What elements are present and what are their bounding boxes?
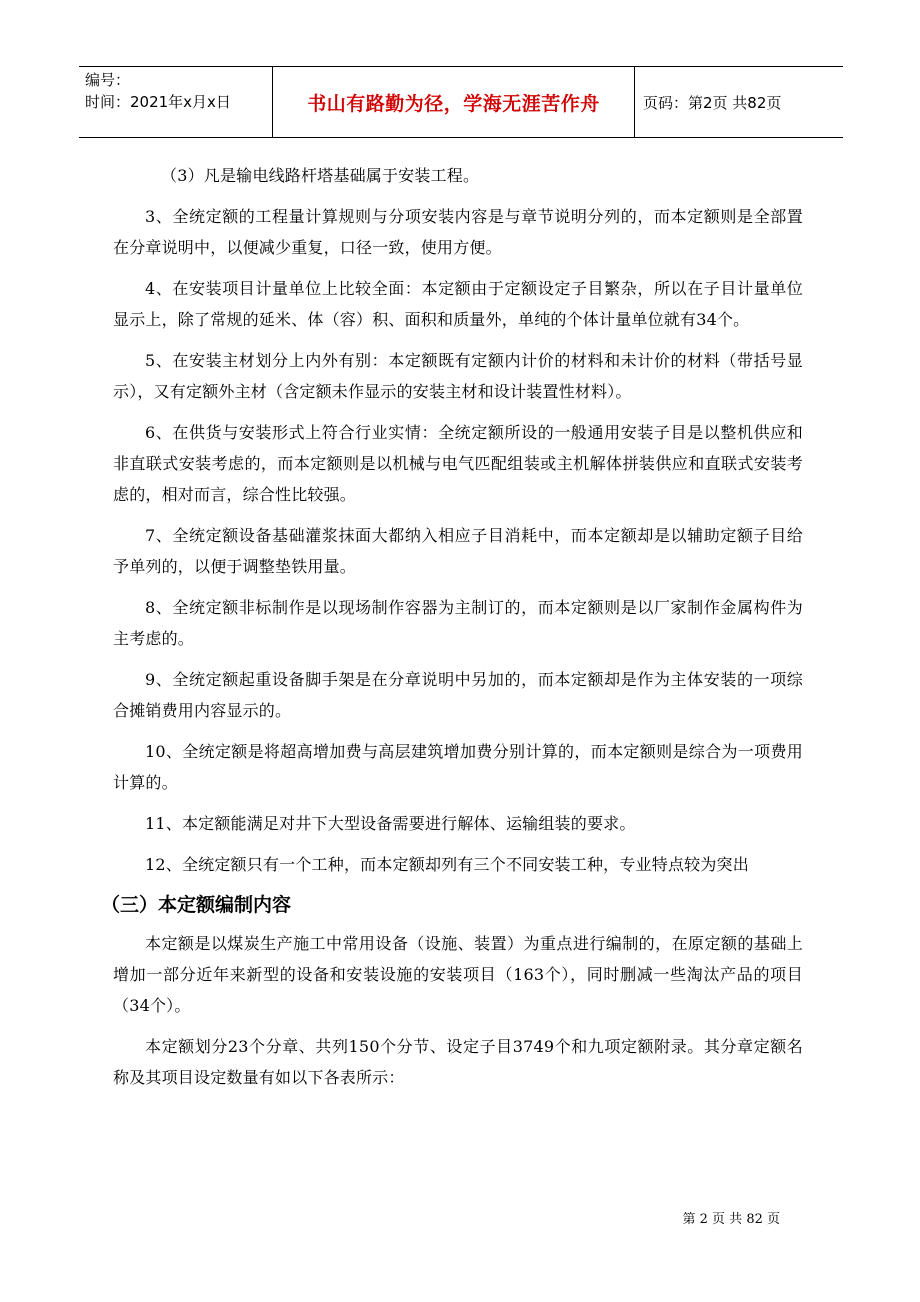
paragraph: 本定额划分23个分章、共列150个分节、设定子目3749个和九项定额附录。其分章定额名称及其项目设定数量有如以下各表所示：	[113, 1037, 803, 1087]
document-time-label: 时间：2021年x月x日	[85, 93, 231, 111]
paragraph: 4、在安装项目计量单位上比较全面：本定额由于定额设定子目繁杂，所以在子目计量单位显示上，除了常规的延米、体（容）积、面积和质量外，单纯的个体计量单位就有34个。	[113, 279, 803, 329]
header-page-cell	[635, 67, 843, 137]
section-heading: （三）本定额编制内容	[101, 894, 292, 916]
page-header	[79, 66, 843, 138]
paragraph: （3）凡是输电线路杆塔基础属于安装工程。	[161, 166, 480, 185]
paragraph: 8、全统定额非标制作是以现场制作容器为主制订的，而本定额则是以厂家制作金属构件为主考虑的。	[113, 598, 803, 648]
paragraph: 3、全统定额的工程量计算规则与分项安装内容是与章节说明分列的，而本定额则是全部置在分章说明中，以便减少重复，口径一致，使用方便。	[113, 207, 803, 257]
header-page-info: 页码：第2页 共82页	[643, 93, 782, 112]
paragraph-list-2	[113, 928, 803, 1093]
page-footer: 第 2 页 共 82 页	[682, 1212, 780, 1227]
paragraph: 10、全统定额是将超高增加费与高层建筑增加费分别计算的，而本定额则是综合为一项费用计算的。	[113, 742, 803, 792]
document-body	[101, 160, 803, 1103]
paragraph: 6、在供货与安装形式上符合行业实情：全统定额所设的一般通用安装子目是以整机供应和非直联式安装考虑的，而本定额则是以机械与电气匹配组装或主机解体拼装供应和直联式安装考虑的，相对而言，综合性比较强。	[113, 423, 803, 504]
document-number-label: 编号：	[85, 71, 131, 89]
header-motto-cell	[273, 67, 635, 137]
paragraph: 本定额是以煤炭生产施工中常用设备（设施、装置）为重点进行编制的，在原定额的基础上增加一部分近年来新型的设备和安装设施的安装项目（163个），同时删减一些淘汰产品的项目（34个）。	[113, 934, 803, 1015]
paragraph: 12、全统定额只有一个工种，而本定额却列有三个不同安装工种，专业特点较为突出	[145, 855, 749, 874]
paragraph: 7、全统定额设备基础灌浆抹面大都纳入相应子目消耗中，而本定额却是以辅助定额子目给予单列的，以便于调整垫铁用量。	[113, 526, 803, 576]
paragraph-list	[113, 160, 803, 880]
paragraph: 9、全统定额起重设备脚手架是在分章说明中另加的，而本定额却是作为主体安装的一项综合摊销费用内容显示的。	[113, 670, 803, 720]
paragraph: 5、在安装主材划分上内外有别：本定额既有定额内计价的材料和未计价的材料（带括号显示），又有定额外主材（含定额未作显示的安装主材和设计装置性材料）。	[113, 351, 803, 401]
header-left-cell	[79, 67, 273, 137]
header-motto: 书山有路勤为径，学海无涯苦作舟	[307, 92, 600, 115]
paragraph: 11、本定额能满足对井下大型设备需要进行解体、运输组装的要求。	[145, 814, 636, 833]
